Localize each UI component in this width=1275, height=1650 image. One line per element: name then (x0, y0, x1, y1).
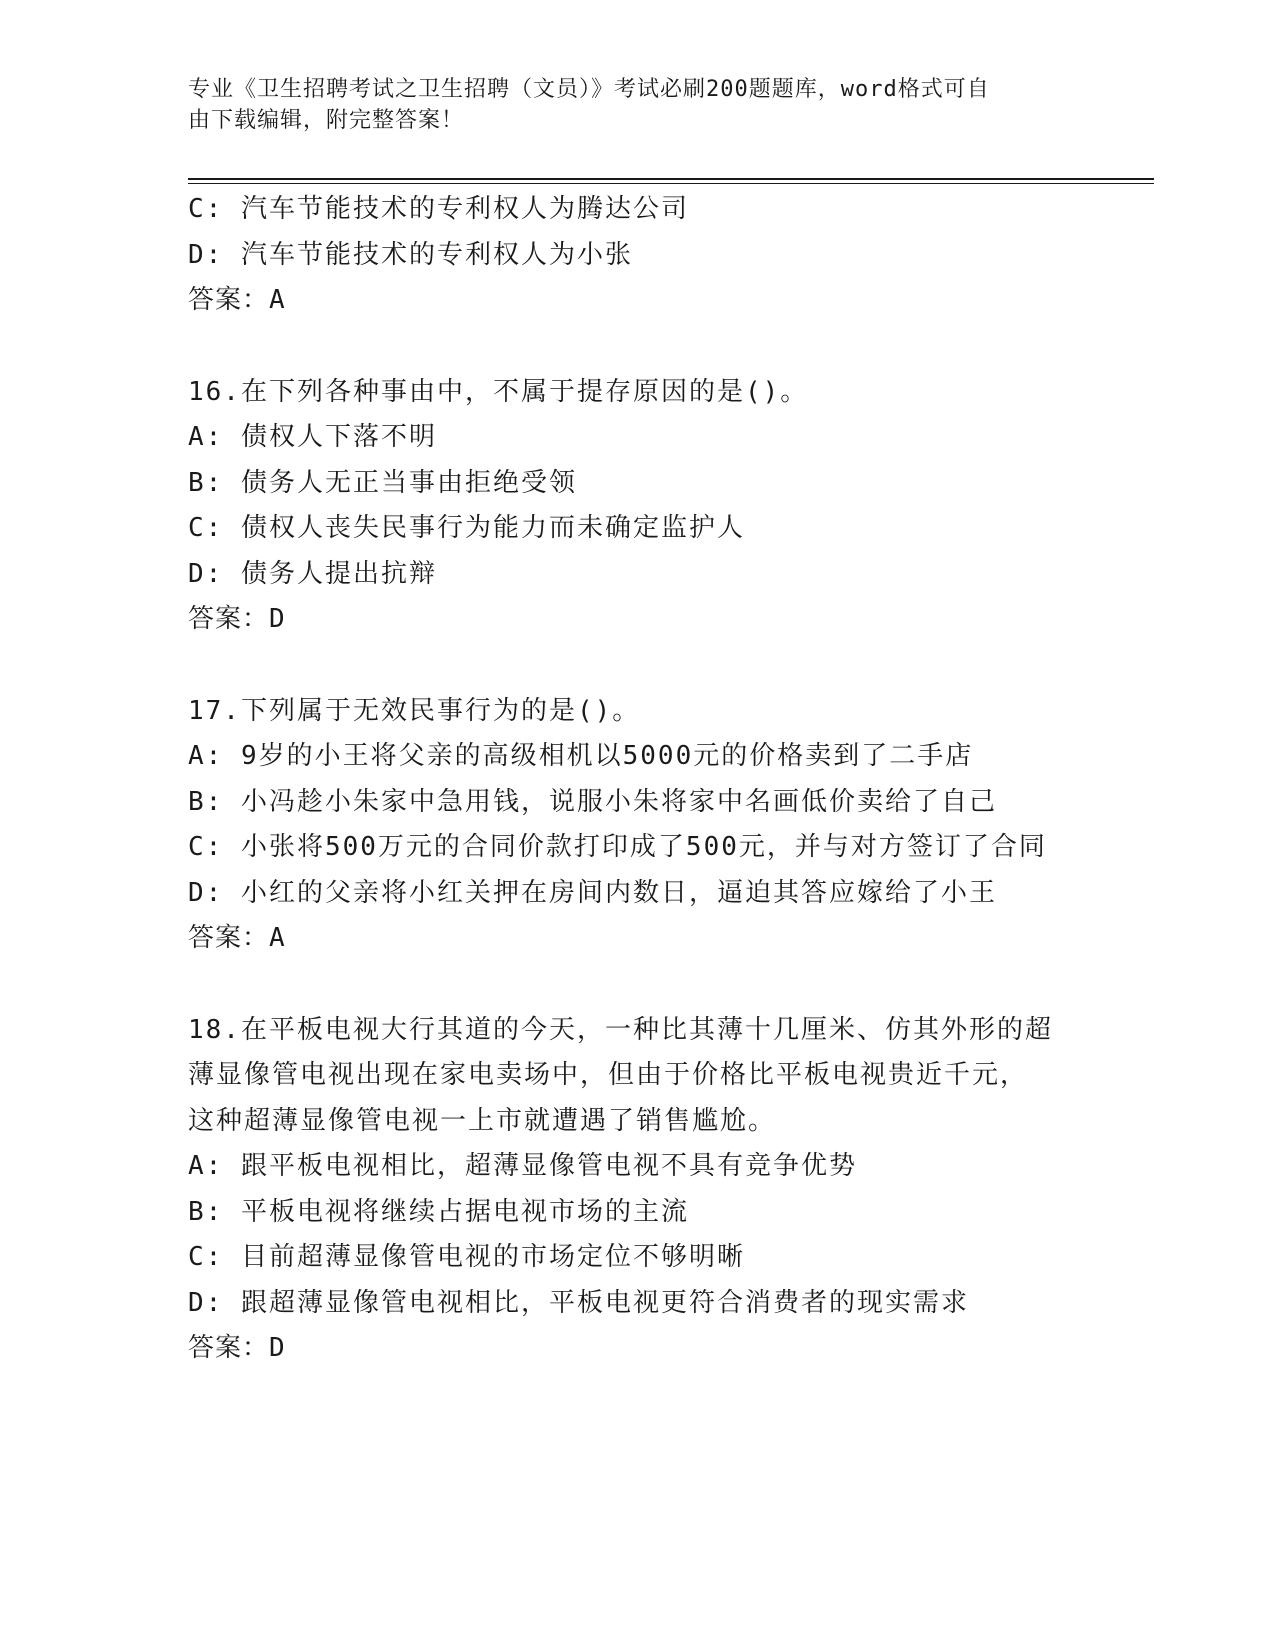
option-d: D: 跟超薄显像管电视相比，平板电视更符合消费者的现实需求 (188, 1287, 969, 1318)
question-list (188, 187, 1088, 1372)
option-c: C: 小张将500万元的合同价款打印成了500元，并与对方签订了合同 (188, 832, 1047, 862)
answer-line: 答案：D (188, 1333, 286, 1363)
spacer (188, 643, 1088, 689)
question-stem-line-1: 18.在平板电视大行其道的今天，一种比其薄十几厘米、仿其外形的超 (188, 1014, 1053, 1045)
question-stem: 17.下列属于无效民事行为的是()。 (188, 695, 641, 726)
header-rule-thin (188, 183, 1154, 184)
option-b: B: 平板电视将继续占据电视市场的主流 (188, 1196, 689, 1227)
option-d: D: 汽车节能技术的专利权人为小张 (188, 239, 633, 270)
option-c: C: 目前超薄显像管电视的市场定位不够明晰 (188, 1242, 745, 1272)
option-a: A: 债权人下落不明 (188, 422, 437, 452)
question-16 (188, 370, 1088, 643)
carryover-block (188, 187, 1088, 324)
question-17 (188, 689, 1088, 962)
option-b: B: 小冯趁小朱家中急用钱，说服小朱将家中名画低价卖给了自己 (188, 786, 997, 817)
answer-line: 答案：A (188, 923, 286, 953)
option-d: D: 债务人提出抗辩 (188, 558, 437, 589)
option-b: B: 债务人无正当事由拒绝受领 (188, 467, 577, 498)
option-c: C: 汽车节能技术的专利权人为腾达公司 (188, 194, 689, 224)
option-d: D: 小红的父亲将小红关押在房间内数日，逼迫其答应嫁给了小王 (188, 877, 997, 908)
spacer (188, 324, 1088, 370)
spacer (188, 962, 1088, 1008)
answer-line: 答案：A (188, 285, 286, 315)
option-a: A: 跟平板电视相比，超薄显像管电视不具有竞争优势 (188, 1151, 857, 1181)
option-a: A: 9岁的小王将父亲的高级相机以5000元的价格卖到了二手店 (188, 741, 974, 771)
header-line-2: 由下载编辑，附完整答案！ (188, 108, 465, 133)
header-rule-thick (188, 178, 1154, 180)
document-header (188, 74, 1078, 136)
question-stem-line-3: 这种超薄显像管电视一上市就遭遇了销售尴尬。 (188, 1105, 777, 1136)
question-18 (188, 1008, 1088, 1372)
header-line-1: 专业《卫生招聘考试之卫生招聘（文员）》考试必刷200题题库，word格式可自 (188, 77, 990, 102)
question-stem-line-2: 薄显像管电视出现在家电卖场中，但由于价格比平板电视贵近千元， (188, 1060, 1029, 1090)
option-c: C: 债权人丧失民事行为能力而未确定监护人 (188, 513, 745, 543)
answer-line: 答案：D (188, 604, 286, 634)
question-stem: 16.在下列各种事由中，不属于提存原因的是()。 (188, 376, 809, 407)
